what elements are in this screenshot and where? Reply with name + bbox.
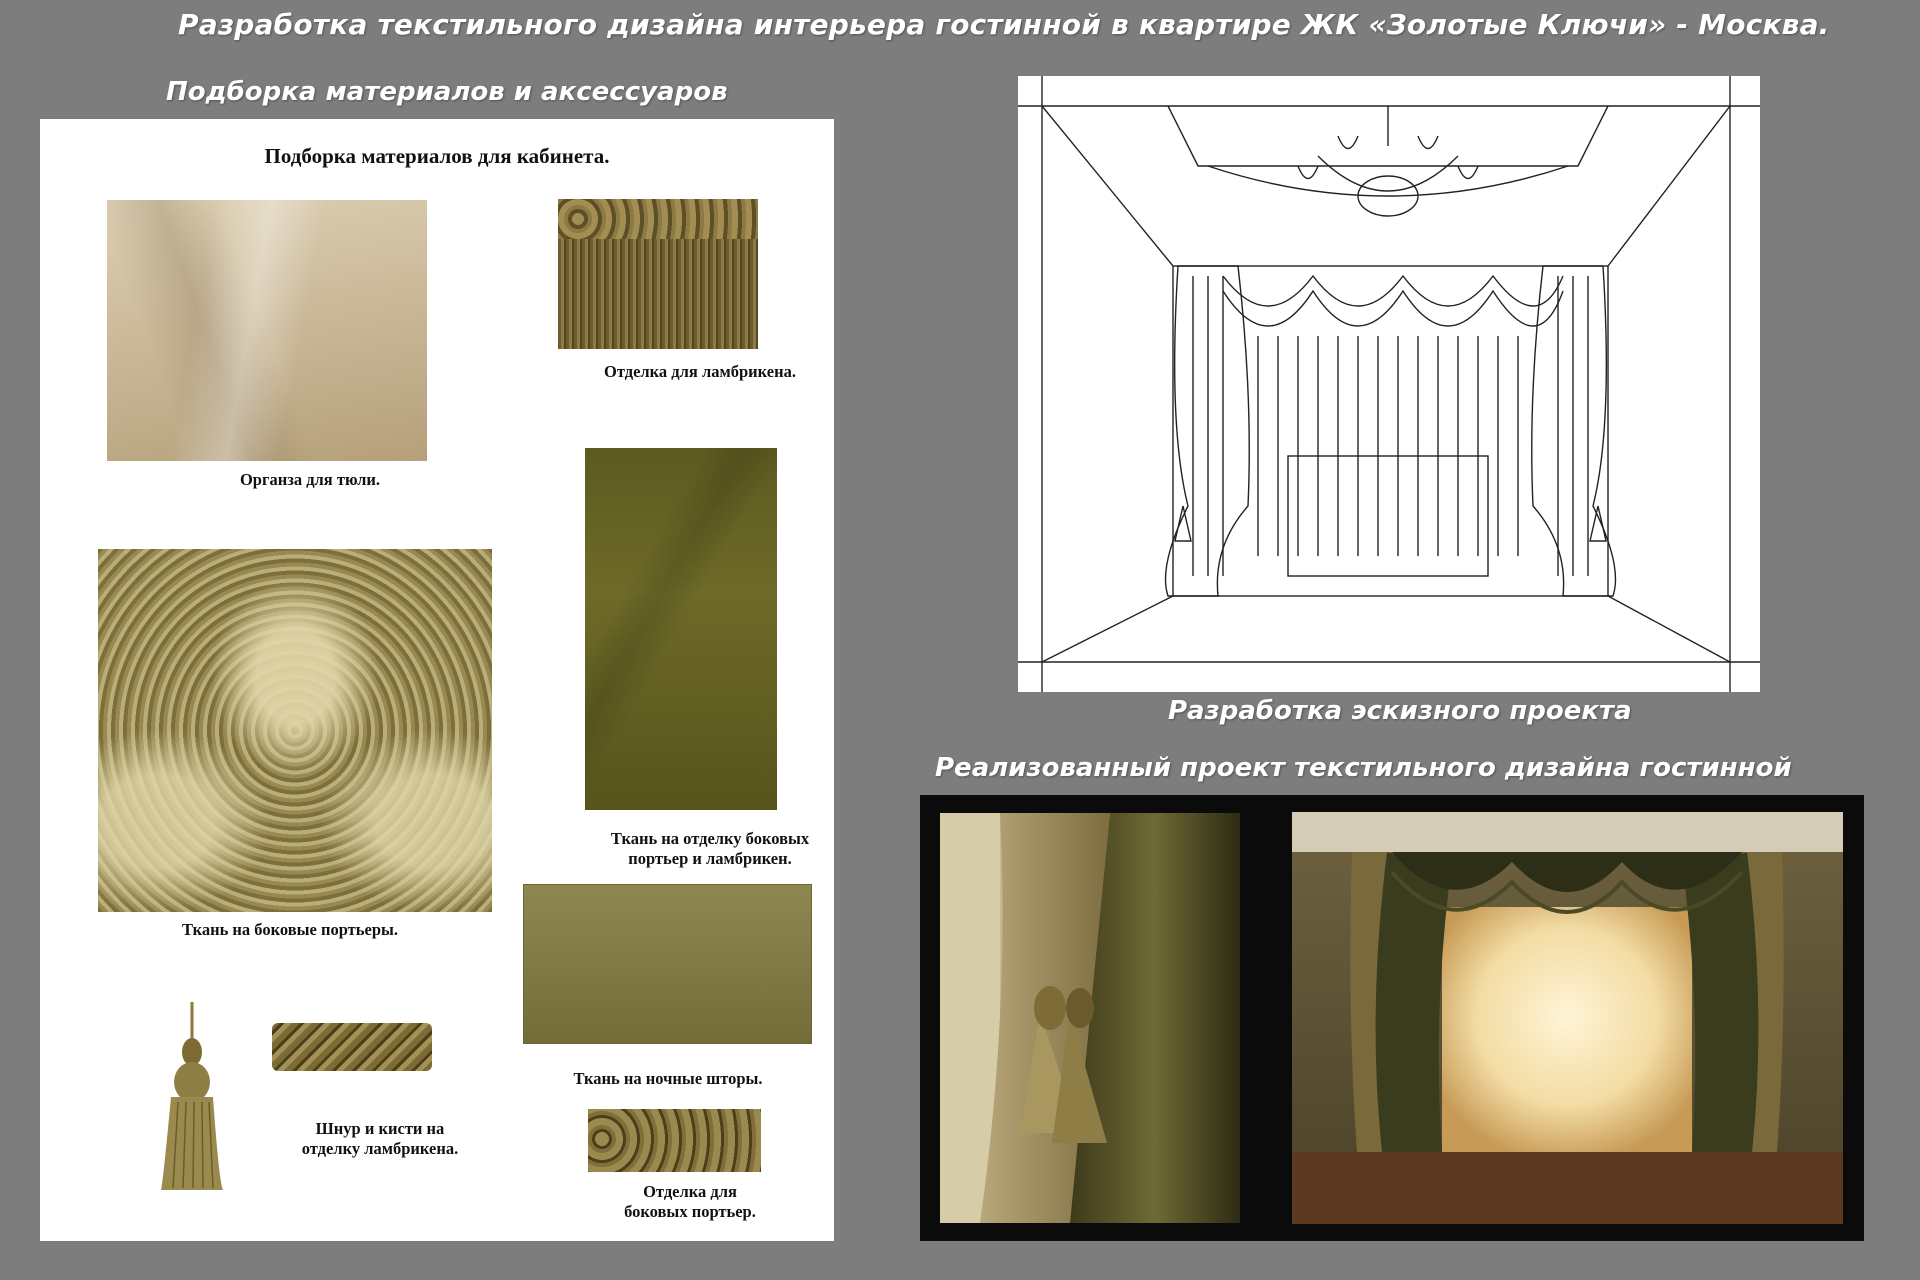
curtain-sketch: [1018, 76, 1760, 692]
main-title: Разработка текстильного дизайна интерьера гостинной в квартире ЖК «Золотые Ключи» - Москва.: [178, 8, 1830, 41]
side-portiere-fabric-label: Ткань на боковые портьеры.: [181, 920, 399, 939]
night-curtain-fabric-label: Ткань на ночные шторы.: [573, 1069, 763, 1088]
side-trim-fabric-swatch-image: [585, 448, 777, 810]
photo-caption: Реализованный проект текстильного дизайна гостинной: [935, 753, 1792, 783]
side-portiere-fabric-swatch-image: [98, 549, 492, 912]
sketch-caption: Разработка эскизного проекта: [1168, 696, 1632, 726]
living-room-photo: [1292, 812, 1843, 1224]
board-title: Подборка материалов для кабинета.: [264, 144, 610, 168]
organza-label: Органза для тюли.: [239, 470, 381, 489]
living-room-drawing: [1292, 812, 1843, 1224]
portiere-braid-image: [588, 1109, 761, 1172]
tassel-image: [153, 1002, 231, 1194]
cord-image: [272, 1023, 432, 1071]
sketch-drawing: [1018, 76, 1760, 692]
cord-tassels-label: Шнур и кисти на отделку ламбрикена.: [301, 1119, 459, 1158]
curtain-closeup-photo: [940, 813, 1240, 1223]
side-trim-fabric-label: Ткань на отделку боковых портьер и ламбрикен.: [610, 829, 810, 868]
tassel-drawing: [153, 1002, 231, 1194]
curtain-closeup-drawing: [940, 813, 1240, 1223]
valance-trim-label: Отделка для ламбрикена.: [604, 362, 796, 381]
night-curtain-fabric-swatch-image: [523, 884, 812, 1044]
materials-caption: Подборка материалов и аксессуаров: [166, 77, 728, 107]
organza-swatch-image: [107, 200, 427, 461]
valance-trim-braid-image: [558, 199, 758, 239]
side-portiere-trim-label: Отделка для боковых портьер.: [624, 1182, 756, 1221]
materials-board: [40, 119, 834, 1241]
realized-project-photo: [920, 795, 1864, 1241]
